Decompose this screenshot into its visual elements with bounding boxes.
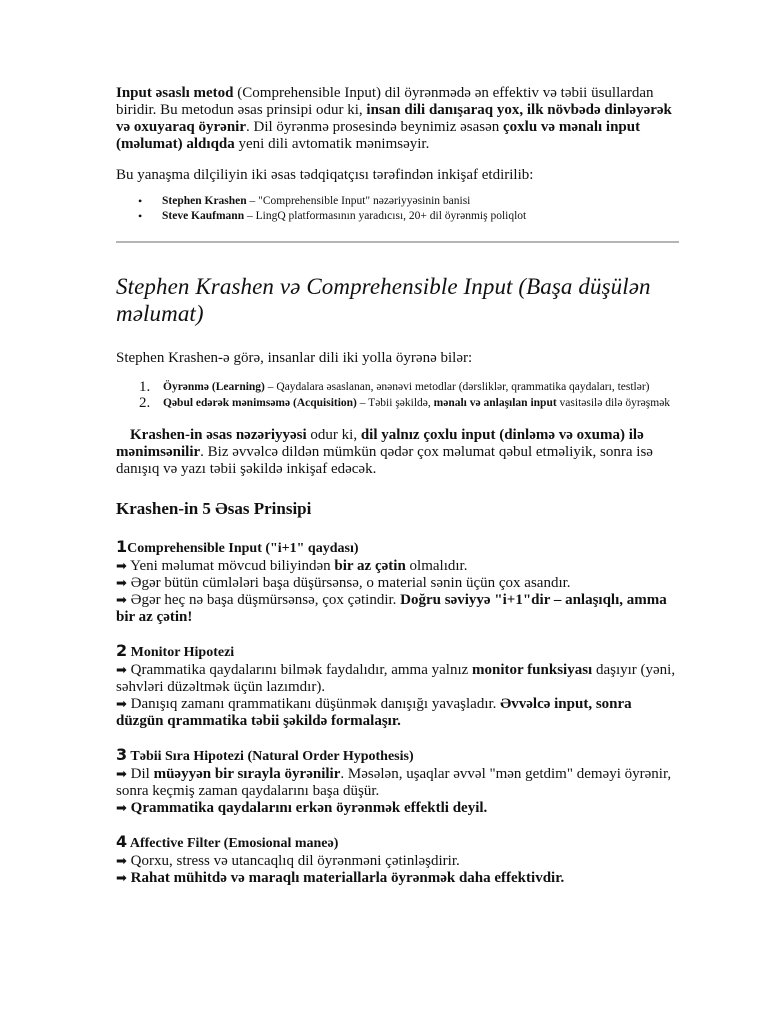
number-icon: 3 xyxy=(116,745,128,764)
arrow-right-icon: ➡ xyxy=(116,663,127,678)
intro-bold-term: Input əsaslı metod xyxy=(116,85,234,101)
principles-heading: Krashen-in 5 Əsas Prinsipi xyxy=(116,499,312,518)
line-text: olmalıdır. xyxy=(405,558,468,574)
thesis-bold: Krashen-in əsas nəzəriyyəsi xyxy=(130,427,307,443)
horizontal-divider xyxy=(116,241,679,243)
arrow-right-icon: ➡ xyxy=(116,801,127,816)
arrow-right-icon: ➡ xyxy=(116,593,127,608)
researcher-name: Stephen Krashen xyxy=(162,195,247,207)
intro-bold-principle: insan dili danışaraq yox, ilk növbədə dinləyərək və oxuyaraq öyrənir xyxy=(116,102,672,135)
researchers-list xyxy=(116,194,676,224)
researcher-desc: – "Comprehensible Input" nəzəriyyəsinin banisi xyxy=(246,195,471,207)
thesis-text: . Biz əvvəlcə dildən mümkün qədər çox məlumat qəbul etməliyik, sonra isə danışıq və yazı təbii şəkildə inkişaf edəcək. xyxy=(116,444,653,477)
number-icon: 4 xyxy=(116,832,128,851)
researcher-desc: – LingQ platformasının yaradıcısı, 20+ dil öyrənmiş poliqlot xyxy=(244,210,527,222)
way-desc: – Qaydalara əsaslanan, ənənəvi metodlar (dərsliklər, qrammatika qaydaları, testlər) xyxy=(264,381,650,393)
line-bold: müəyyən bir sırayla öyrənilir xyxy=(153,766,341,782)
arrow-right-icon: ➡ xyxy=(116,559,127,574)
list-item xyxy=(116,209,676,224)
intro-text: yeni dili avtomatik mənimsəyir. xyxy=(234,136,430,152)
ways-list xyxy=(116,380,676,411)
principle-line xyxy=(116,662,676,696)
intro-bold-input: çoxlu və mənalı input (məlumat) aldıqda xyxy=(116,119,641,152)
document-body xyxy=(116,85,676,887)
line-bold: Rahat mühitdə və maraqlı materiallarla öyrənmək daha effektivdir. xyxy=(130,870,565,886)
section-heading: Stephen Krashen və Comprehensible Input (Başa düşülən məlumat) xyxy=(116,274,651,326)
line-text: Danışıq zamanı qrammatikanı düşünmək danışığı yavaşladır. xyxy=(130,696,501,712)
intro-paragraph xyxy=(116,85,676,153)
line-bold: bir az çətin xyxy=(334,558,406,574)
line-text: Dil xyxy=(130,766,154,782)
approach-sentence: Bu yanaşma dilçiliyin iki əsas tədqiqatçısı tərəfindən inkişaf etdirilib: xyxy=(116,167,534,183)
principle-line xyxy=(116,800,676,817)
arrow-right-icon: ➡ xyxy=(116,576,127,591)
principle-title-text: Comprehensible Input ("i+1" qaydası) xyxy=(127,541,359,556)
principle-line xyxy=(116,558,676,575)
line-text: Qorxu, stress və utancaqlıq dil öyrənməni çətinləşdirir. xyxy=(130,853,460,869)
principle-line xyxy=(116,696,676,730)
arrow-right-icon: ➡ xyxy=(116,854,127,869)
principle-line xyxy=(116,592,676,626)
list-number: 1. xyxy=(139,379,151,395)
intro-text: (Comprehensible Input) dil öyrənmədə ən effektiv və təbii üsullardan biridir. Bu metodun əsas prinsipi odur ki, xyxy=(116,85,654,118)
line-bold: Doğru səviyyə "i+1"dir – anlaşıqlı, amma bir az çətin! xyxy=(116,592,667,625)
way-name: Öyrənmə (Learning) xyxy=(163,381,265,393)
arrow-right-icon: ➡ xyxy=(116,697,127,712)
number-icon: 2 xyxy=(116,641,128,660)
researcher-name: Steve Kaufmann xyxy=(162,210,245,222)
principle-title-text: Təbii Sıra Hipotezi (Natural Order Hypothesis) xyxy=(130,749,414,764)
principle-title xyxy=(116,538,676,558)
line-text: Əgər heç nə başa düşmürsənsə, çox çətindir. xyxy=(130,592,401,608)
arrow-right-icon: ➡ xyxy=(116,767,127,782)
principle-line xyxy=(116,766,676,800)
line-text: Yeni məlumat mövcud biliyindən xyxy=(130,558,335,574)
way-desc-bold: mənalı və anlaşılan input xyxy=(433,396,557,409)
principle-title-text: Affective Filter (Emosional maneə) xyxy=(129,836,339,851)
list-item xyxy=(116,396,676,412)
way-desc: – Təbii şəkildə, xyxy=(356,396,434,409)
thesis-text: odur ki, xyxy=(306,427,361,443)
principle-title xyxy=(116,746,676,766)
list-number: 2. xyxy=(139,394,151,411)
arrow-right-icon: ➡ xyxy=(116,871,127,886)
principle-title xyxy=(116,642,676,662)
principle-title xyxy=(116,833,676,853)
principle-title-text: Monitor Hipotezi xyxy=(130,645,235,660)
principle-line xyxy=(116,853,676,870)
way-name: Qəbul edərək mənimsəmə (Acquisition) xyxy=(163,396,357,409)
line-bold: Qrammatika qaydalarını erkən öyrənmək effektli deyil. xyxy=(130,800,488,816)
list-item xyxy=(116,380,676,396)
intro-text: . Dil öyrənmə prosesində beynimiz əsasən xyxy=(245,119,503,135)
line-bold: monitor funksiyası xyxy=(472,662,593,678)
two-ways-lead: Stephen Krashen-ə görə, insanlar dili iki yolla öyrənə bilər: xyxy=(116,350,473,366)
line-text: Qrammatika qaydalarını bilmək faydalıdır, amma yalnız xyxy=(130,662,473,678)
principle-line xyxy=(116,870,676,887)
principle-line xyxy=(116,575,676,592)
number-icon: 1 xyxy=(116,537,128,556)
thesis-paragraph xyxy=(116,427,676,478)
line-bold: Əvvəlcə input, sonra düzgün qrammatika təbii şəkildə formalaşır. xyxy=(116,696,632,729)
line-text: . Məsələn, uşaqlar əvvəl "mən getdim" deməyi öyrənir, sonra keçmiş zaman qaydalarını başa düşür. xyxy=(116,766,672,799)
thesis-bold: dil yalnız çoxlu input (dinləmə və oxuma) ilə mənimsənilir xyxy=(116,427,644,460)
list-item xyxy=(116,194,676,209)
line-text: daşıyır (yəni, səhvləri düzəltmək üçün lazımdır). xyxy=(116,662,676,695)
line-text: Əgər bütün cümlələri başa düşürsənsə, o material sənin üçün çox asandır. xyxy=(130,575,571,591)
way-desc: vasitəsilə dilə öyrəşmək xyxy=(556,396,671,409)
